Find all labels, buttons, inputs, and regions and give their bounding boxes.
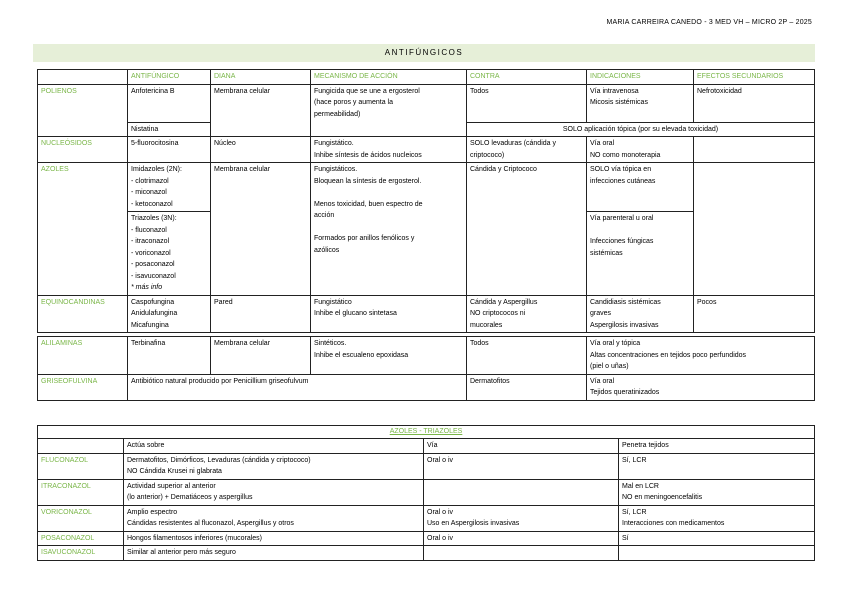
col-header: Actúa sobre <box>124 439 424 454</box>
mecanismo-cell: Fungistáticos. Bloquean la síntesis de ergosterol. Menos toxicidad, buen espectro de acción Formados por anillos fenólicos y azólicos <box>311 163 467 296</box>
drug-name: Triazoles (3N): - fluconazol - itraconazol - voriconazol - posaconazol - isavuconazol * más info <box>128 212 211 296</box>
group-label: NUCLEÓSIDOS <box>38 137 128 163</box>
indicaciones-cell: SOLO vía tópica en infecciones cutáneas <box>587 163 694 212</box>
drug-name: FLUCONAZOL <box>38 453 124 479</box>
diana-cell: Membrana celular <box>211 163 311 296</box>
group-label: EQUINOCANDINAS <box>38 295 128 333</box>
drug-name: POSACONAZOL <box>38 531 124 546</box>
indicaciones-cell: Vía oral Tejidos queratinizados <box>587 374 815 400</box>
other-antifungals-table <box>37 336 815 401</box>
efectos-cell: Nefrotoxicidad <box>694 84 815 122</box>
drug-name: VORICONAZOL <box>38 505 124 531</box>
table-header-row <box>38 70 815 85</box>
diana-cell: Pared <box>211 295 311 333</box>
contra-cell: Todos <box>467 337 587 375</box>
nistatina-note: SOLO aplicación tópica (por su elevada toxicidad) <box>467 122 815 137</box>
table-title-row <box>38 426 815 439</box>
page-title: ANTIFÚNGICOS <box>33 44 815 62</box>
table-row <box>38 84 815 122</box>
diana-cell: Membrana celular <box>211 84 311 137</box>
table-row <box>38 295 815 333</box>
contra-cell: Cándida y Aspergillus NO criptococos ni mucorales <box>467 295 587 333</box>
indicaciones-cell: Vía oral NO como monoterapia <box>587 137 694 163</box>
indicaciones-cell: Vía intravenosa Micosis sistémicas <box>587 84 694 122</box>
table-row: POSACONAZOL Hongos filamentosos inferiores (mucorales) Oral o iv Sí <box>38 531 815 546</box>
col-header: INDICACIONES <box>587 70 694 85</box>
col-header: CONTRA <box>467 70 587 85</box>
drug-name: Imidazoles (2N): - clotrimazol - miconazol - ketoconazol <box>128 163 211 212</box>
drug-name: Nistatina <box>128 122 211 137</box>
table-row: VORICONAZOL Amplio espectro Cándidas resistentes al fluconazol, Aspergillus y otros Oral o iv Uso en Aspergilosis invasivas Sí, LCR Interacciones con medicamentos <box>38 505 815 531</box>
contra-cell: Dermatofitos <box>467 374 587 400</box>
triazoles-table <box>37 425 815 561</box>
contra-cell: SOLO levaduras (cándida y criptococo) <box>467 137 587 163</box>
col-header: DIANA <box>211 70 311 85</box>
contra-cell: Cándida y Criptococo <box>467 163 587 296</box>
table-row <box>38 337 815 375</box>
more-info-note: * más info <box>131 284 163 291</box>
group-label: GRISEOFULVINA <box>38 374 128 400</box>
table-title: AZOLES - TRIAZOLES <box>389 428 463 435</box>
antifungal-table <box>37 69 815 333</box>
table-row <box>38 163 815 212</box>
col-header: Penetra tejidos <box>619 439 815 454</box>
mecanismo-cell: Sintéticos. Inhibe el escualeno epoxidasa <box>311 337 467 375</box>
drug-name: ITRACONAZOL <box>38 479 124 505</box>
table-row: FLUCONAZOL Dermatofitos, Dimórficos, Levaduras (cándida y criptococo) NO Cándida Krusei ni glabrata Oral o iv Sí, LCR <box>38 453 815 479</box>
col-header: ANTIFÚNGICO <box>128 70 211 85</box>
col-header: MECANISMO DE ACCIÓN <box>311 70 467 85</box>
griseofulvina-desc: Antibiótico natural producido por Penicillium griseofulvum <box>128 374 467 400</box>
drug-name: ISAVUCONAZOL <box>38 546 124 561</box>
mecanismo-cell: Fungistático. Inhibe síntesis de ácidos nucleicos <box>311 137 467 163</box>
mecanismo-cell: Fungicida que se une a ergosterol (hace poros y aumenta la permeabilidad) <box>311 84 467 137</box>
drug-name: Caspofungina Anidulafungina Micafungina <box>128 295 211 333</box>
indicaciones-cell: Vía parenteral u oral Infecciones fúngicas sistémicas <box>587 212 694 296</box>
diana-cell: Membrana celular <box>211 337 311 375</box>
table-row <box>38 137 815 163</box>
group-label: ALILAMINAS <box>38 337 128 375</box>
author-line: MARIA CARREIRA CANEDO - 3 MED VH – MICRO 2P – 2025 <box>606 19 812 26</box>
group-label: POLIENOS <box>38 84 128 137</box>
drug-name: Terbinafina <box>128 337 211 375</box>
table-row: ISAVUCONAZOL Similar al anterior pero más seguro <box>38 546 815 561</box>
mecanismo-cell: Fungistático Inhibe el glucano sintetasa <box>311 295 467 333</box>
table-header-row <box>38 439 815 454</box>
col-header: Vía <box>424 439 619 454</box>
indicaciones-cell: Vía oral y tópica Altas concentraciones en tejidos poco perfundidos (piel o uñas) <box>587 337 815 375</box>
diana-cell: Núcleo <box>211 137 311 163</box>
efectos-cell: Pocos <box>694 295 815 333</box>
drug-name: Anfotericina B <box>128 84 211 122</box>
col-header: EFECTOS SECUNDARIOS <box>694 70 815 85</box>
indicaciones-cell: Candidiasis sistémicas graves Aspergilosis invasivas <box>587 295 694 333</box>
table-row: ITRACONAZOL Actividad superior al anterior (lo anterior) + Dematiáceos y aspergillus Mal en LCR NO en meningoencefalitis <box>38 479 815 505</box>
table-row <box>38 374 815 400</box>
drug-name: 5-fluorocitosina <box>128 137 211 163</box>
group-label: AZOLES <box>38 163 128 296</box>
contra-cell: Todos <box>467 84 587 122</box>
